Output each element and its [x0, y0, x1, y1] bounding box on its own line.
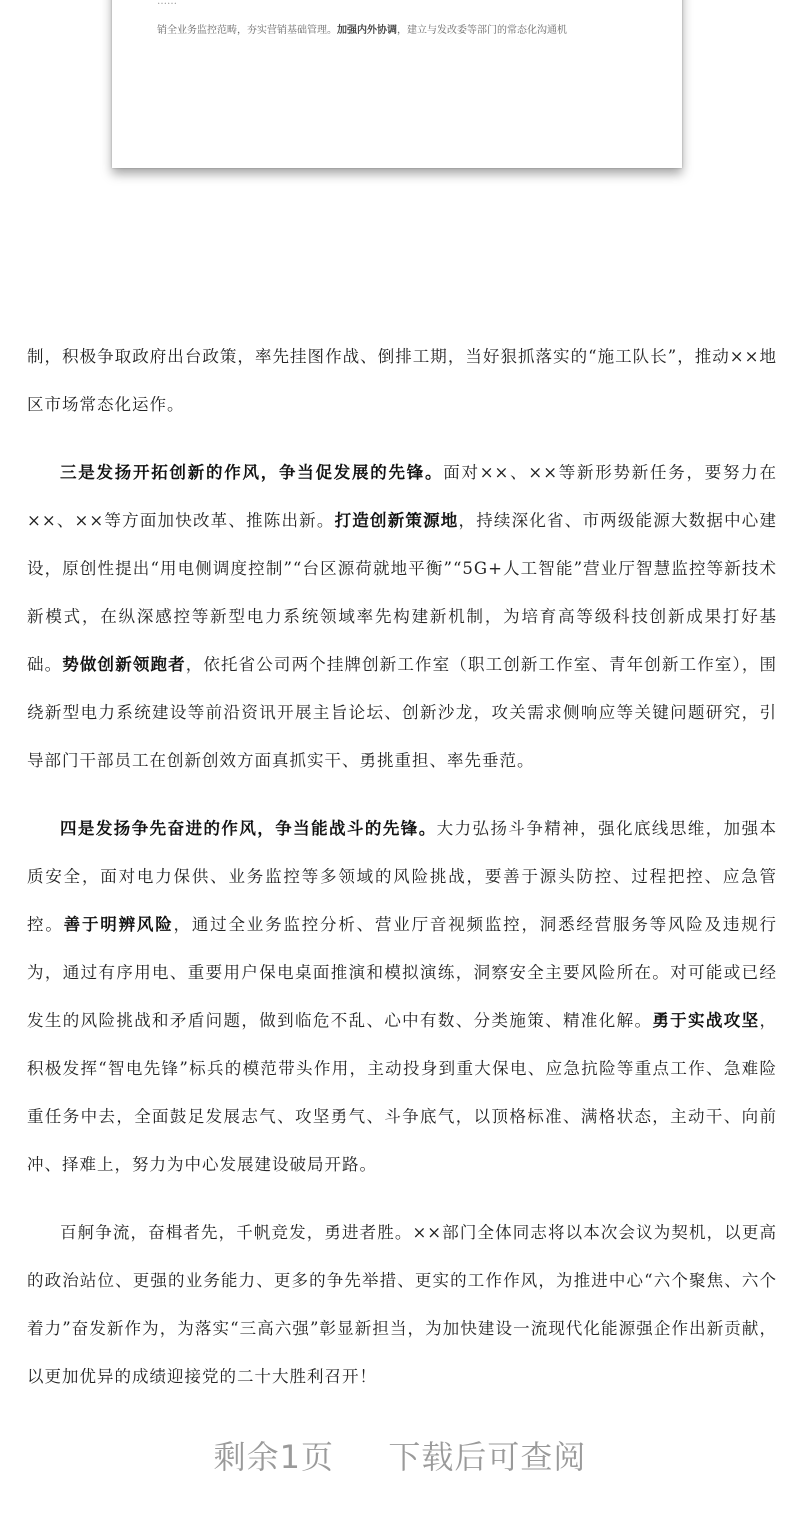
- paragraph-2-text-2: ，持续深化省、市两级能源大数据中心建设，原创性提出“用电侧调度控制”“台区源荷就地平衡”“5G+人工智能”营业厅智慧监控等新技术新模式，在纵深感控等新型电力系统领域率先构建新机制，为培育高等级科技创新成果打好基础。: [27, 511, 777, 674]
- paragraph-conclusion: [27, 1209, 777, 1401]
- paragraph-3-heading: 四是发扬争先奋进的作风，争当能战斗的先锋。: [60, 819, 437, 838]
- paragraph-2-heading: 三是发扬开拓创新的作风，争当促发展的先锋。: [60, 463, 444, 482]
- download-prompt[interactable]: [0, 1432, 800, 1478]
- paragraph-3-text-2: ，通过全业务监控分析、营业厅音视频监控，洞悉经营服务等风险及违规行为，通过有序用电、重要用户保电桌面推演和模拟演练，洞察安全主要风险所在。对可能或已经发生的风险挑战和矛盾问题，做到临危不乱、心中有数、分类施策、精准化解。: [27, 915, 777, 1030]
- preview-line-2-text-a: 销全业务监控范畴，夯实营销基础管理。: [157, 25, 337, 36]
- paragraph-3-text-1: 大力弘扬斗争精神，强化底线思维，加强本质安全，面对电力保供、业务监控等多领域的风险挑战，要善于源头防控、过程把控、应急管控。: [27, 819, 778, 934]
- remaining-pages-label: 剩余1页: [213, 1438, 334, 1476]
- paragraph-2-text-3: ，依托省公司两个挂牌创新工作室（职工创新工作室、青年创新工作室），围绕新型电力系统建设等前沿资讯开展主旨论坛、创新沙龙，攻关需求侧响应等关键问题研究，引导部门干部员工在创新创效方面真抓实干、勇挑重担、率先垂范。: [27, 655, 778, 770]
- paragraph-3-bold-3: 勇于实战攻坚: [652, 1011, 760, 1030]
- preview-line-2: [157, 21, 567, 36]
- paragraph-2-bold-2: 打造创新策源地: [334, 511, 459, 530]
- paragraph-striving: [27, 805, 777, 1189]
- paragraph-3-text-3: ，积极发挥“智电先锋”标兵的模范带头作用，主动投身到重大保电、应急抗险等重点工作、急难险重任务中去，全面鼓足发展志气、攻坚勇气、斗争底气，以顶格标准、满格状态，主动干、向前冲、择难上，努力为中心发展建设破局开路。: [27, 1011, 778, 1174]
- paragraph-2-text-1: 面对××、××等新形势新任务，要努力在××、××等方面加快改革、推陈出新。: [27, 463, 777, 530]
- paragraph-continued: [27, 333, 777, 429]
- preview-page-card: [112, 0, 682, 168]
- preview-line-1-text: ……: [157, 0, 177, 7]
- paragraph-3-bold-2: 善于明辨风险: [63, 915, 174, 934]
- preview-line-1: [157, 0, 177, 7]
- preview-line-2-bold: 加强内外协调: [337, 25, 397, 36]
- preview-line-2-text-b: ，建立与发改委等部门的常态化沟通机: [397, 25, 567, 36]
- paragraph-1-text: 制，积极争取政府出台政策，率先挂图作战、倒排工期，当好狠抓落实的“施工队长”，推动××地区市场常态化运作。: [27, 347, 777, 414]
- paragraph-2-bold-3: 势做创新领跑者: [62, 655, 186, 674]
- article-body: [27, 333, 777, 1421]
- download-to-view-label: 下载后可查阅: [388, 1438, 587, 1476]
- paragraph-4-text: 百舸争流，奋楫者先，千帆竞发，勇进者胜。××部门全体同志将以本次会议为契机，以更高的政治站位、更强的业务能力、更多的争先举措、更实的工作作风，为推进中心“六个聚焦、六个着力”奋发新作为，为落实“三高六强”彰显新担当，为加快建设一流现代化能源强企作出新贡献，以更加优异的成绩迎接党的二十大胜利召开！: [27, 1223, 777, 1386]
- paragraph-innovation: [27, 449, 777, 785]
